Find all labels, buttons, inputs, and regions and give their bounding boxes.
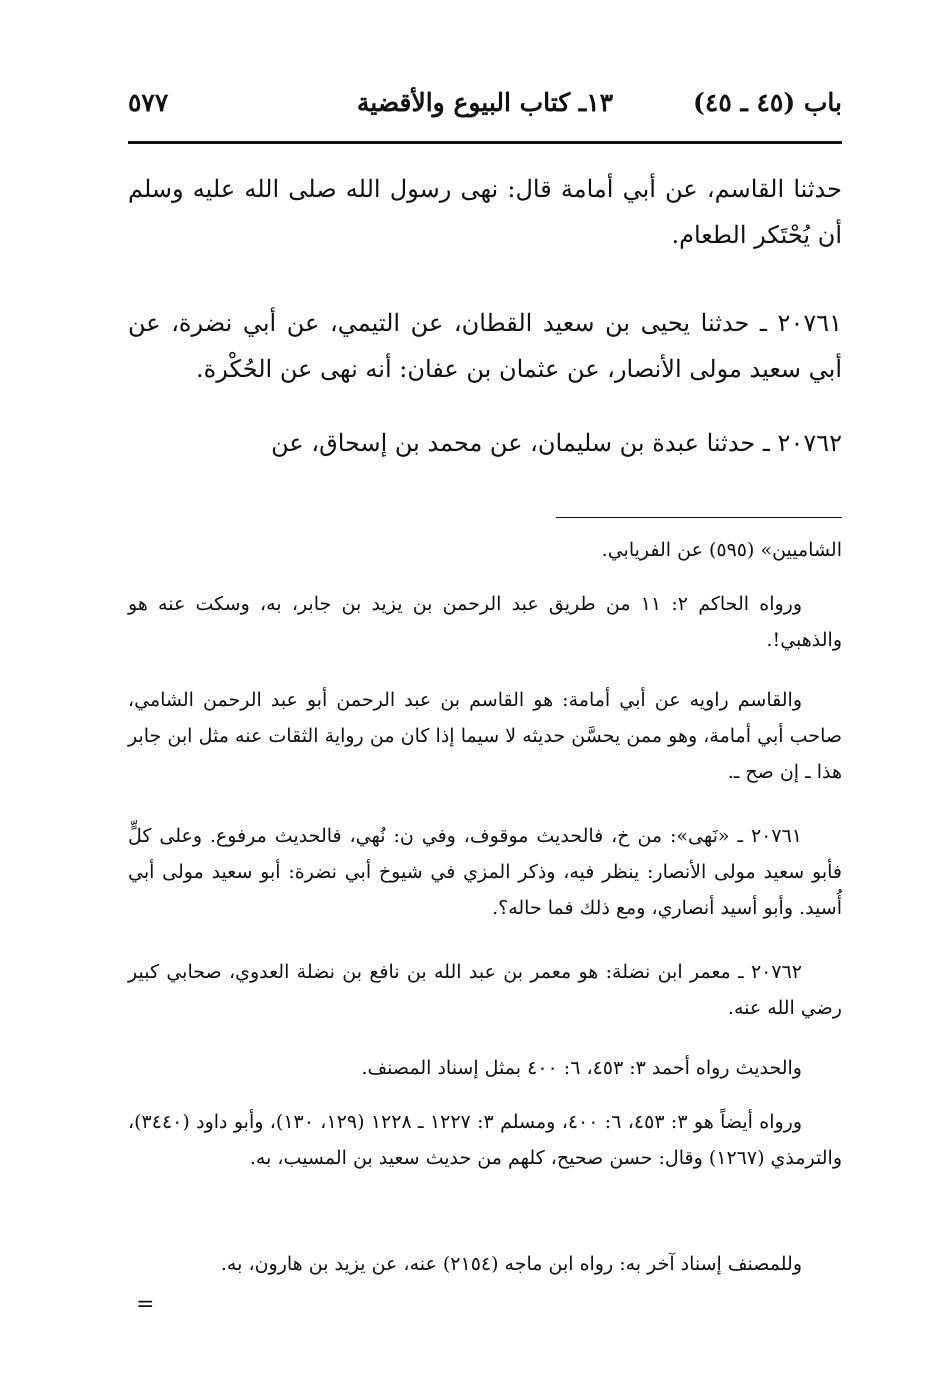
chapter-range: باب (٤٥ ـ ٤٥): [693, 88, 842, 117]
hadith-20761: ٢٠٧٦١ ـ حدثنا يحيى بن سعيد القطان، عن التيمي، عن أبي نضرة، عن أبي سعيد مولى الأنصار، عن عثمان بن عفان: أنه نهى عن الحُكْرة.: [128, 309, 842, 383]
footnote-separator: [556, 517, 842, 518]
footnote-paragraph: ٢٠٧٦١ ـ «نَهى»: من خ، فالحديث موقوف، وفي ن: نُهي، فالحديث مرفوع. وعلى كلٍّ فأبو سعيد مولى الأنصار: ينظر فيه، وذكر المزي في شيوخ أبي نضرة: أبو سعيد مولى أبي أُسيد. وأبو أسيد أنصاري، ومع ذلك فما حاله؟.: [128, 825, 842, 919]
continuation-mark: =: [136, 1292, 155, 1317]
footnote-paragraph: ورواه الحاكم ٢: ١١ من طريق عبد الرحمن بن يزيد بن جابر، به، وسكت عنه هو والذهبي!.: [128, 593, 842, 651]
page-number: ٥٧٧: [128, 88, 169, 117]
page-header: [128, 88, 842, 128]
footnote-paragraph: ٢٠٧٦٢ ـ معمر ابن نضلة: هو معمر بن عبد الله بن نافع بن نضلة العدوي، صحابي كبير رضي الله عنه.: [128, 961, 842, 1019]
footnote-paragraph: وللمصنف إسناد آخر به: رواه ابن ماجه (٢١٥٤) عنه، عن يزيد بن هارون، به.: [220, 1253, 802, 1275]
footnote-paragraph: ورواه أيضاً هو ٣: ٤٥٣، ٦: ٤٠٠، ومسلم ٣: ١٢٢٧ ـ ١٢٢٨ (١٢٩، ١٣٠)، وأبو داود (٣٤٤٠)، والترمذي (١٢٦٧) وقال: حسن صحيح، كلهم من حديث سعيد بن المسيب، به.: [128, 1111, 842, 1169]
footnote-paragraph: الشاميين» (٥٩٥) عن الفريابي.: [601, 539, 842, 561]
book-title: ١٣ـ كتاب البيوع والأقضية: [356, 88, 614, 117]
main-paragraph: حدثنا القاسم، عن أبي أمامة قال: نهى رسول الله صلى الله عليه وسلم أن يُحْتَكر الطعام.: [128, 175, 842, 249]
footnote-paragraph: والقاسم راويه عن أبي أمامة: هو القاسم بن عبد الرحمن أبو عبد الرحمن الشامي، صاحب أبي أمامة، وهو ممن يحسَّن حديثه لا سيما إذا كان من رواية الثقات عنه مثل ابن جابر هذا ـ إن صح ـ.: [128, 689, 842, 783]
header-rule: [128, 141, 842, 144]
footnote-paragraph: والحديث رواه أحمد ٣: ٤٥٣، ٦: ٤٠٠ بمثل إسناد المصنف.: [361, 1057, 802, 1079]
hadith-20762: ٢٠٧٦٢ ـ حدثنا عبدة بن سليمان، عن محمد بن إسحاق، عن: [271, 429, 842, 457]
